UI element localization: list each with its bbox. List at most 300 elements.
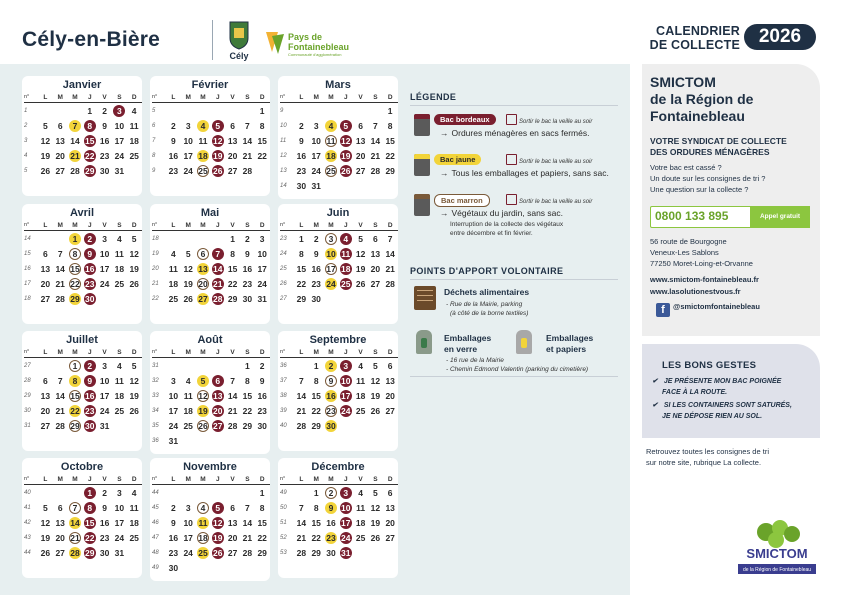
- collect-bordeaux-day: 11: [341, 249, 351, 259]
- day-cell: [181, 517, 196, 530]
- retrouvez-2: sur notre site, rubrique La collecte.: [646, 458, 762, 467]
- pav-dechets-addr: [446, 300, 528, 318]
- day-cell: [68, 248, 83, 261]
- day-number: 1: [313, 488, 319, 498]
- day-cell: [353, 120, 368, 133]
- day-cell: [97, 165, 112, 178]
- day-cell: [338, 547, 353, 560]
- day-number: 23: [242, 279, 253, 289]
- day-number: 6: [373, 234, 378, 244]
- day-cell: [68, 278, 83, 291]
- day-number: 27: [385, 406, 395, 416]
- day-number: [182, 360, 194, 372]
- day-number: 28: [242, 166, 253, 176]
- day-cell: [97, 517, 112, 530]
- day-number: 23: [257, 406, 267, 416]
- day-number: [212, 435, 224, 447]
- month-juillet: [22, 331, 142, 451]
- addr-1: 56 route de Bourgogne: [650, 237, 727, 246]
- weekday-header: S: [112, 221, 127, 231]
- day-number: 15: [311, 391, 321, 401]
- day-cell: [294, 487, 309, 500]
- day-cell: [127, 532, 142, 545]
- day-number: 18: [355, 518, 366, 528]
- day-cell: [127, 120, 142, 133]
- day-number: 27: [55, 166, 65, 176]
- day-number: 17: [183, 151, 193, 161]
- weekday-header: J: [210, 475, 225, 485]
- day-number: 20: [227, 151, 238, 161]
- week-number: 36: [152, 438, 159, 444]
- day-cell: [196, 105, 211, 118]
- day-cell: [338, 293, 353, 306]
- day-number: 21: [296, 533, 307, 543]
- day-cell: [181, 562, 196, 575]
- day-cell: [181, 420, 196, 433]
- day-cell: [353, 517, 368, 530]
- day-cell: [127, 135, 142, 148]
- day-cell: [196, 420, 211, 433]
- day-cell: [324, 233, 339, 246]
- collect-marron-day: 4: [197, 502, 209, 514]
- day-number: 20: [370, 264, 381, 274]
- day-number: 17: [114, 136, 125, 146]
- pays-line1: Pays de: [288, 32, 323, 42]
- day-number: 2: [102, 106, 107, 116]
- weekday-header: L: [294, 93, 309, 103]
- retrouvez-1: Retrouvez toutes les consignes de tri: [646, 447, 769, 456]
- day-number: 24: [99, 406, 110, 416]
- day-cell: [338, 135, 353, 148]
- week-number: 4: [24, 153, 28, 159]
- day-cell: [38, 165, 53, 178]
- day-cell: [181, 390, 196, 403]
- week-number: 26: [280, 281, 287, 287]
- day-number: 29: [257, 548, 267, 558]
- day-number: 6: [57, 503, 63, 513]
- weekday-header: S: [368, 348, 383, 358]
- day-number: [256, 562, 268, 574]
- collect-bordeaux-day: 10: [341, 376, 351, 386]
- weeknum-header: n°: [280, 221, 294, 231]
- day-cell: [368, 405, 383, 418]
- day-cell: [383, 405, 398, 418]
- day-cell: [309, 150, 324, 163]
- day-cell: [53, 420, 68, 433]
- day-cell: [196, 150, 211, 163]
- day-cell: [112, 263, 127, 276]
- day-cell: [294, 105, 309, 118]
- day-cell: [210, 278, 225, 291]
- retrouvez-text: [646, 446, 816, 468]
- day-cell: [97, 547, 112, 560]
- day-number: [355, 293, 367, 305]
- day-number: [355, 420, 367, 432]
- day-number: 20: [385, 391, 395, 401]
- pav-papier: [546, 333, 593, 355]
- day-number: 8: [259, 503, 265, 513]
- day-cell: [196, 435, 211, 448]
- collect-bordeaux-day: 22: [85, 533, 95, 543]
- collect-jaune-day: 1: [69, 233, 81, 245]
- day-cell: [181, 502, 196, 515]
- collect-jaune-day: 7: [69, 120, 81, 132]
- day-cell: [196, 547, 211, 560]
- weekday-header: L: [166, 221, 181, 231]
- day-cell: [240, 165, 255, 178]
- day-cell: [353, 375, 368, 388]
- day-number: 19: [355, 264, 366, 274]
- day-cell: [353, 278, 368, 291]
- week-number: 34: [152, 408, 159, 414]
- cely-logo-text: Cély: [229, 51, 249, 61]
- day-cell: [53, 120, 68, 133]
- month-avril: [22, 204, 142, 324]
- weekday-header: M: [309, 348, 324, 358]
- day-cell: [240, 405, 255, 418]
- day-number: [167, 105, 179, 117]
- day-number: 10: [168, 391, 179, 401]
- week-number: 14: [24, 236, 31, 242]
- day-number: [54, 233, 66, 245]
- collect-bordeaux-day: 30: [85, 421, 95, 431]
- weekday-header: D: [383, 475, 398, 485]
- smictom-panel: [642, 64, 820, 336]
- week-number: 15: [24, 251, 31, 257]
- day-cell: [255, 532, 270, 545]
- month-days-grid: [278, 475, 398, 560]
- collect-bordeaux-day: 19: [213, 533, 223, 543]
- day-cell: [181, 165, 196, 178]
- week-number: 51: [280, 520, 287, 526]
- day-number: 14: [242, 136, 253, 146]
- pav-dechets: Déchets alimentaires: [444, 287, 530, 297]
- collect-bordeaux-day: 24: [341, 533, 351, 543]
- day-cell: [68, 405, 83, 418]
- day-number: 1: [313, 361, 319, 371]
- collect-bordeaux-day: 16: [85, 264, 95, 274]
- legend-title: LÉGENDE: [410, 92, 618, 106]
- day-number: [325, 180, 337, 192]
- day-number: 26: [370, 406, 381, 416]
- day-number: [128, 547, 140, 559]
- weekday-header: J: [210, 221, 225, 231]
- collect-bordeaux-day: 7: [212, 248, 224, 260]
- day-cell: [181, 248, 196, 261]
- day-cell: [309, 420, 324, 433]
- day-cell: [210, 233, 225, 246]
- day-cell: [338, 375, 353, 388]
- day-number: 3: [117, 488, 122, 498]
- day-number: 18: [129, 518, 139, 528]
- day-cell: [309, 248, 324, 261]
- day-cell: [383, 502, 398, 515]
- weekday-header: M: [181, 221, 196, 231]
- day-cell: [294, 293, 309, 306]
- day-number: [340, 293, 352, 305]
- day-cell: [368, 263, 383, 276]
- day-cell: [210, 105, 225, 118]
- weekday-header: V: [225, 221, 240, 231]
- week-number: 18: [152, 236, 159, 242]
- day-number: 3: [102, 361, 107, 371]
- day-cell: [166, 562, 181, 575]
- day-number: 31: [114, 548, 125, 558]
- day-cell: [309, 547, 324, 560]
- collect-jaune-day: 8: [69, 375, 81, 387]
- weekday-header: J: [82, 221, 97, 231]
- day-number: 13: [40, 391, 51, 401]
- week-number: 11: [280, 138, 287, 144]
- day-number: 23: [311, 279, 321, 289]
- collect-bordeaux-day: 30: [85, 294, 95, 304]
- day-number: 6: [387, 488, 393, 498]
- day-cell: [240, 120, 255, 133]
- day-cell: [240, 150, 255, 163]
- day-cell: [338, 487, 353, 500]
- month-days-grid: [22, 475, 142, 560]
- day-cell: [353, 487, 368, 500]
- day-cell: [82, 360, 97, 373]
- day-cell: [240, 233, 255, 246]
- smictom-name-2: de la Région de: [650, 91, 754, 107]
- geste-1b: FACE À LA ROUTE.: [662, 389, 728, 396]
- day-cell: [181, 105, 196, 118]
- day-cell: [338, 420, 353, 433]
- collect-bordeaux-day: 13: [213, 391, 223, 401]
- day-cell: [255, 420, 270, 433]
- day-cell: [210, 547, 225, 560]
- day-cell: [127, 405, 142, 418]
- day-number: 25: [114, 279, 125, 289]
- day-cell: [294, 405, 309, 418]
- day-cell: [181, 360, 196, 373]
- day-number: 15: [311, 518, 321, 528]
- day-number: 12: [355, 249, 366, 259]
- month-title: Janvier: [62, 79, 102, 91]
- day-number: [227, 435, 239, 447]
- day-number: 23: [296, 166, 307, 176]
- day-cell: [38, 150, 53, 163]
- day-number: 23: [99, 533, 110, 543]
- day-number: 10: [99, 376, 110, 386]
- day-number: 26: [40, 548, 51, 558]
- day-cell: [368, 487, 383, 500]
- day-cell: [68, 360, 83, 373]
- day-number: 13: [385, 503, 395, 513]
- day-cell: [255, 248, 270, 261]
- day-cell: [112, 248, 127, 261]
- week-number: 25: [280, 266, 287, 272]
- weekday-header: V: [97, 93, 112, 103]
- phone-number[interactable]: 0800 133 895: [655, 209, 729, 223]
- collect-bordeaux-day: 8: [84, 502, 96, 514]
- legend-item-marron: [410, 192, 618, 250]
- day-cell: [240, 390, 255, 403]
- phone-box[interactable]: [650, 206, 810, 228]
- day-number: 18: [183, 406, 193, 416]
- day-number: 30: [326, 548, 336, 558]
- day-number: 10: [183, 518, 193, 528]
- day-cell: [338, 532, 353, 545]
- day-cell: [82, 120, 97, 133]
- day-number: 27: [385, 533, 395, 543]
- day-cell: [368, 120, 383, 133]
- day-number: 11: [198, 136, 208, 146]
- day-number: [128, 165, 140, 177]
- week-number: 5: [24, 168, 28, 174]
- day-cell: [82, 165, 97, 178]
- week-number: 29: [24, 393, 31, 399]
- week-number: 27: [280, 296, 287, 302]
- collect-marron-day: 8: [69, 248, 81, 260]
- day-number: [182, 487, 194, 499]
- collect-bordeaux-day: 25: [341, 279, 351, 289]
- bin-jaune-icon: [414, 154, 430, 176]
- weekday-header: S: [112, 475, 127, 485]
- day-cell: [53, 547, 68, 560]
- day-number: 9: [102, 121, 107, 131]
- day-number: 27: [40, 421, 51, 431]
- day-cell: [196, 293, 211, 306]
- day-number: 30: [168, 563, 179, 573]
- day-cell: [324, 487, 339, 500]
- collect-bordeaux-day: 3: [113, 105, 125, 117]
- day-cell: [353, 180, 368, 193]
- weekday-header: M: [68, 475, 83, 485]
- month-juin: [278, 204, 398, 324]
- day-cell: [225, 390, 240, 403]
- legend-note-line2: entre décembre et fin février.: [450, 230, 533, 237]
- day-cell: [324, 293, 339, 306]
- day-cell: [82, 135, 97, 148]
- weekday-header: V: [353, 221, 368, 231]
- weekday-header: V: [353, 93, 368, 103]
- day-cell: [383, 517, 398, 530]
- day-cell: [240, 278, 255, 291]
- day-cell: [338, 360, 353, 373]
- week-number: 31: [152, 363, 159, 369]
- day-cell: [240, 135, 255, 148]
- day-cell: [255, 150, 270, 163]
- day-cell: [324, 105, 339, 118]
- collect-marron-day: 25: [326, 166, 336, 176]
- day-cell: [309, 263, 324, 276]
- weekday-header: D: [127, 348, 142, 358]
- day-number: 1: [245, 361, 250, 371]
- day-cell: [309, 165, 324, 178]
- week-number: 14: [280, 183, 287, 189]
- day-cell: [181, 435, 196, 448]
- collect-jaune-day: 9: [325, 502, 337, 514]
- day-number: 14: [70, 136, 80, 146]
- pav-addresses: [446, 356, 588, 374]
- day-cell: [309, 517, 324, 530]
- weekday-header: M: [68, 348, 83, 358]
- website-link-2[interactable]: www.lasolutionestvous.fr: [650, 287, 741, 296]
- day-cell: [383, 390, 398, 403]
- day-cell: [255, 120, 270, 133]
- day-cell: [210, 293, 225, 306]
- day-cell: [383, 375, 398, 388]
- day-cell: [294, 420, 309, 433]
- day-number: 4: [358, 361, 363, 371]
- collect-marron-day: 17: [326, 264, 336, 274]
- website-link-1[interactable]: www.smictom-fontainebleau.fr: [650, 275, 759, 284]
- day-cell: [97, 278, 112, 291]
- day-number: 30: [99, 548, 110, 558]
- week-number: 13: [280, 168, 287, 174]
- collect-bordeaux-day: 26: [341, 166, 351, 176]
- day-number: 9: [259, 376, 265, 386]
- day-cell: [53, 278, 68, 291]
- day-number: 7: [299, 376, 304, 386]
- day-cell: [324, 150, 339, 163]
- day-number: 18: [168, 279, 179, 289]
- day-cell: [383, 150, 398, 163]
- day-cell: [82, 517, 97, 530]
- day-cell: [38, 360, 53, 373]
- collect-jaune-day: 22: [70, 406, 80, 416]
- day-number: 7: [245, 121, 250, 131]
- day-number: 22: [257, 151, 267, 161]
- day-number: [182, 105, 194, 117]
- day-number: 27: [370, 279, 381, 289]
- facebook-link[interactable]: [656, 302, 760, 317]
- facebook-handle[interactable]: @smictomfontainebleau: [673, 302, 760, 311]
- month-title: Juillet: [66, 334, 98, 346]
- day-number: 3: [185, 121, 191, 131]
- day-number: 5: [43, 121, 48, 131]
- day-number: [69, 105, 81, 117]
- day-cell: [38, 487, 53, 500]
- weekday-header: M: [309, 93, 324, 103]
- day-cell: [196, 502, 211, 515]
- day-cell: [38, 502, 53, 515]
- day-cell: [166, 420, 181, 433]
- weekday-header: J: [82, 348, 97, 358]
- day-number: 21: [385, 264, 395, 274]
- day-cell: [38, 263, 53, 276]
- day-number: [384, 547, 396, 559]
- day-number: 11: [356, 376, 366, 386]
- day-cell: [240, 435, 255, 448]
- day-cell: [112, 293, 127, 306]
- day-cell: [338, 150, 353, 163]
- day-number: 3: [185, 503, 191, 513]
- day-cell: [240, 360, 255, 373]
- day-number: 2: [171, 121, 176, 131]
- collect-bordeaux-day: 5: [212, 120, 224, 132]
- collect-jaune-day: 18: [326, 151, 336, 161]
- weeknum-header: n°: [152, 475, 166, 485]
- day-number: 17: [183, 533, 193, 543]
- day-number: 2: [245, 234, 250, 244]
- day-number: [99, 293, 111, 305]
- weekday-header: D: [255, 348, 270, 358]
- day-cell: [294, 360, 309, 373]
- day-cell: [353, 390, 368, 403]
- collect-bordeaux-day: 4: [340, 233, 352, 245]
- day-cell: [68, 375, 83, 388]
- weekday-header: D: [127, 93, 142, 103]
- weekday-header: D: [383, 221, 398, 231]
- day-cell: [196, 263, 211, 276]
- week-number: 40: [24, 490, 31, 496]
- day-cell: [166, 278, 181, 291]
- day-cell: [166, 293, 181, 306]
- day-number: 6: [230, 503, 235, 513]
